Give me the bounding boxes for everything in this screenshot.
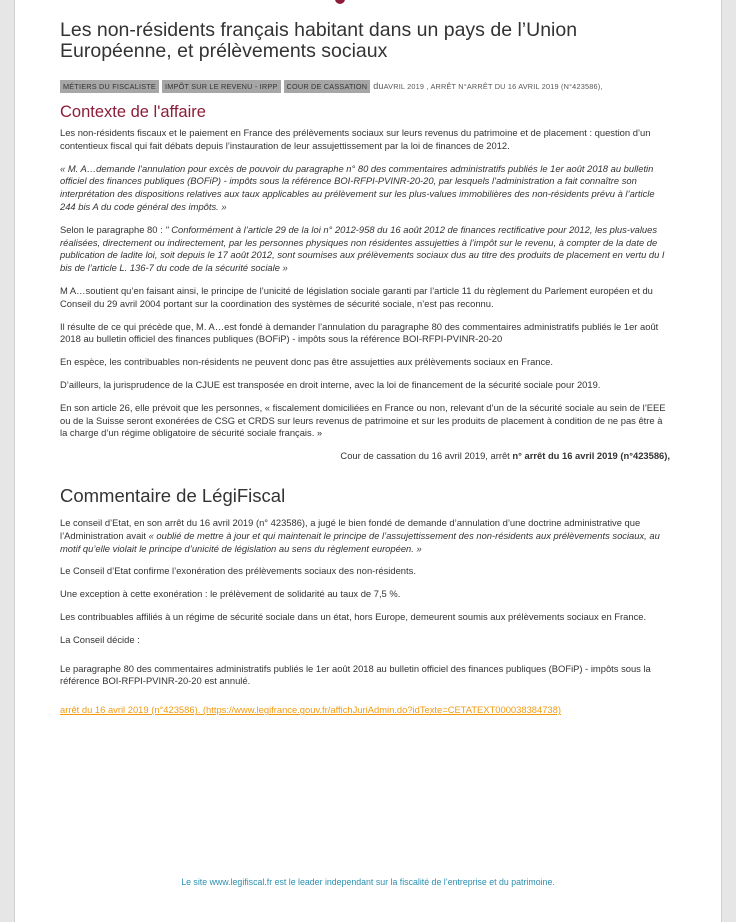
article-content [60, 20, 670, 717]
tag-impot-revenu[interactable]: IMPÔT SUR LE REVENU - IRPP [162, 80, 281, 93]
tag-metiers-fiscaliste[interactable]: MÉTIERS DU FISCALISTE [60, 80, 159, 93]
section-heading-contexte: Contexte de l'affaire [60, 103, 206, 121]
document-page [14, 0, 722, 922]
contexte-paragraph-7: En son article 26, elle prévoit que les personnes, « fiscalement domiciliées en France ou non, relevant d’un de la sécurité sociale au sein de l’EEE ou de la Suisse seront exonérées de CSG et CRDS sur leurs revenus de patrimoine et sur les produits de placement à condition de ne pas être à la charge d’un régime obligatoire de sécurité sociale français. » [60, 401, 666, 439]
paragraph-80-quote: " Conformément à l’article 29 de la loi n° 2012-958 du 16 août 2012 de finances rectificative pour 2012, les plus-values réalisées, directement ou indirectement, par les personnes physiques non résidentes assujetties à l’impôt sur le revenu, à compter de la date de publication de ladite loi, soit depuis le 17 août 2012, sont soumises aux prélèvements sociaux dus au titre des produits de placement en vertu du I bis de l’article L. 136-7 du code de la sécurité sociale » [60, 223, 665, 274]
commentaire-paragraph-3: Une exception à cette exonération : le prélèvement de solidarité au taux de 7,5 %. [60, 588, 401, 600]
date-prefix: du [373, 81, 384, 91]
legifrance-link[interactable]: arrêt du 16 avril 2019 (n°423586). (https://www.legifrance.gouv.fr/affichJuriAdmin.do?idTexte=CETATEXT000038384738) [60, 704, 561, 716]
commentaire-quote: « oublié de mettre à jour et qui maintenait le principe de l’assujettissement des non-résidents aux prélèvements sociaux, au motif qu’elle violait le principe d’unicité de législation au sens du règlement européen. » [60, 529, 660, 554]
section-heading-commentaire: Commentaire de LégiFiscal [60, 484, 286, 506]
contexte-paragraph-3: M A…soutient qu’en faisant ainsi, le principe de l’unicité de législation sociale garanti par l’article 11 du règlement du Parlement européen et du Conseil du 29 avril 2004 portant sur la coordination des systèmes de sécurité sociale, n’est pas reconnu. [60, 284, 653, 309]
commentaire-paragraph-2: Le Conseil d’Etat confirme l’exonération des prélèvements sociaux des non-résidents. [60, 565, 416, 577]
tag-cour-cassation[interactable]: COUR DE CASSATION [284, 80, 371, 93]
contexte-quote-1: « M. A…demande l’annulation pour excès de pouvoir du paragraphe n° 80 des commentaires administratifs publiés le 1er août 2018 au bulletin officiel des finances publiques (BOFiP) - impôts sous la référence BOI-RFPI-PVINR-20-20, par lesquels l’administration a fait connaître son interprétation des dispositions relatives aux taux applicables au prélèvement sur les plus-values immobilières des non-résidents prévu à l’article 244 bis A du code général des impôts. » [60, 162, 655, 212]
case-reference [60, 450, 670, 463]
commentaire-paragraph-4: Les contribuables affiliés à un régime de sécurité sociale dans un état, hors Europe, demeurent soumis aux prélèvements sociaux en France. [60, 610, 647, 622]
contexte-paragraph-5: En espèce, les contribuables non-résidents ne peuvent donc pas être assujetties aux prélèvements sociaux en France. [60, 356, 553, 368]
paragraph-intro: Selon le paragraphe 80 : [60, 223, 166, 235]
case-reference-text: Cour de cassation du 16 avril 2019, arrêt [340, 450, 513, 462]
contexte-paragraph-1: Les non-résidents fiscaux et le paiement en France des prélèvements sociaux sur leurs revenus du patrimoine et de placement : question d’un contentieux fiscal qui fait débats depuis l’instauration de leur assujettissement par la loi de finances de 2012. [60, 127, 651, 151]
article-date: AVRIL 2019 , ARRÊT N°ARRÊT DU 16 AVRIL 2019 (N°423586), [383, 82, 603, 91]
contexte-paragraph-4: Il résulte de ce qui précède que, M. A…est fondé à demander l’annulation du paragraphe 80 des commentaires administratifs publiés le 1er août 2018 au bulletin officiel des finances publiques (BOFiP) - impôts sous la référence BOI-RFPI-PVINR-20-20 [60, 320, 659, 345]
commentaire-paragraph-1 [60, 517, 670, 555]
article-meta [60, 78, 670, 95]
commentaire-paragraph-1-text: Le conseil d’Etat, en son arrêt du 16 avril 2019 (n° 423586), a jugé le bien fondé de demande d’annulation d’une doctrine administrative que l’Administration avait [60, 516, 641, 541]
commentaire-paragraph-5: La Conseil décide : [60, 633, 140, 645]
contexte-paragraph-2 [60, 224, 670, 275]
logo-mark [335, 0, 345, 4]
commentaire-paragraph-6: Le paragraphe 80 des commentaires administratifs publiés le 1er août 2018 au bulletin officiel des finances publiques (BOFiP) - impôts sous la référence BOI-RFPI-PVINR-20-20 est annulé. [60, 662, 651, 687]
contexte-paragraph-6: D’ailleurs, la jurisprudence de la CJUE est transposée en droit interne, avec la loi de financement de la sécurité sociale pour 2019. [60, 378, 601, 390]
article-title: Les non-résidents français habitant dans un pays de l’Union Européenne, et prélèvements sociaux [60, 19, 578, 62]
footer-text: Le site www.legifiscal.fr est le leader independant sur la fiscalité de l’entreprise et du patrimoine. [181, 877, 555, 887]
case-reference-number: n° arrêt du 16 avril 2019 (n°423586), [512, 450, 670, 462]
